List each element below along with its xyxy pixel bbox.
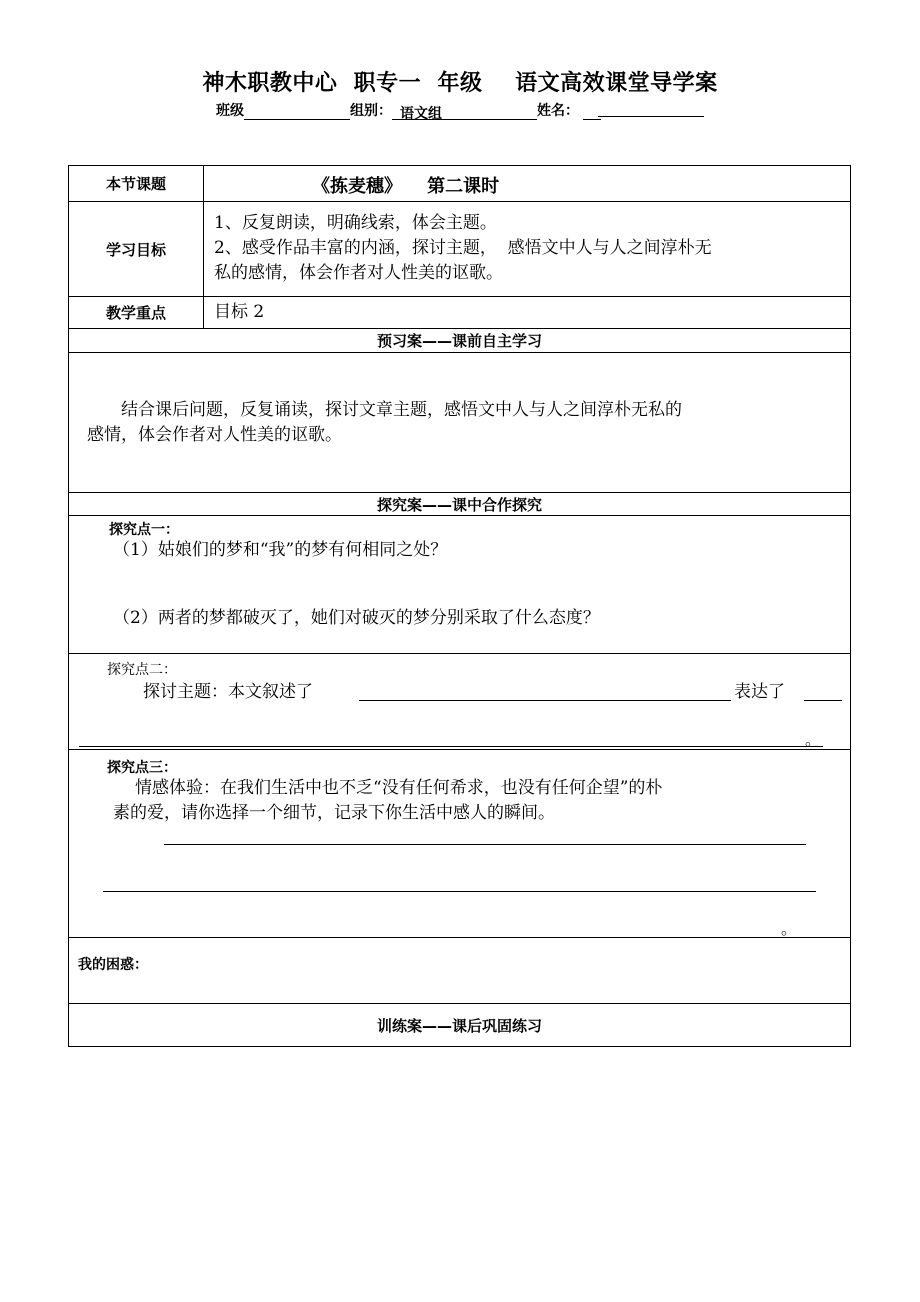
group-label: 组别： — [350, 103, 392, 119]
preview-heading: 预习案——课前自主学习 — [69, 329, 850, 353]
point3-answer-line-2[interactable] — [103, 891, 816, 892]
group-value: 语文组 — [400, 106, 442, 122]
point2-text-b: 表达了 — [734, 682, 785, 702]
goal-item-2: 2、感受作品丰富的内涵，探讨主题， 感悟文中人与人之间淳朴无 — [214, 238, 712, 258]
point3-title: 探究点三： — [107, 760, 177, 776]
goals-label: 学习目标 — [69, 202, 204, 296]
worksheet-table — [68, 165, 851, 1047]
group-field[interactable] — [392, 103, 537, 120]
point2-period: 。 — [805, 730, 822, 749]
point1-question-1: （1）姑娘们的梦和“我”的梦有何相同之处？ — [113, 540, 448, 560]
point2-answer-blank-1[interactable] — [359, 700, 731, 701]
explore-point-3 — [69, 750, 850, 938]
goal-item-2-cont: 私的感情，体会作者对人性美的讴歌。 — [214, 263, 503, 283]
point3-period: 。 — [781, 919, 798, 938]
point1-question-2: （2）两者的梦都破灭了，她们对破灭的梦分别采取了什么态度？ — [113, 608, 600, 628]
goals-row — [69, 202, 850, 297]
point2-answer-blank-2[interactable] — [804, 700, 842, 701]
point2-answer-blank-3[interactable] — [79, 746, 823, 747]
document-title: 神木职教中心 职专一 年级 语文高效课堂导学案 — [202, 71, 718, 96]
topic-row — [69, 166, 850, 202]
focus-label: 教学重点 — [69, 297, 204, 328]
student-info-line — [216, 100, 663, 120]
practice-heading: 训练案——课后巩固练习 — [376, 1016, 542, 1035]
name-label: 姓名： — [537, 103, 579, 119]
point2-text-a: 探讨主题：本文叙述了 — [143, 682, 313, 702]
class-label: 班级 — [216, 103, 244, 119]
preview-text-line-1: 结合课后问题，反复诵读，探讨文章主题，感悟文中人与人之间淳朴无私的 — [121, 400, 682, 420]
topic-label: 本节课题 — [69, 166, 204, 201]
name-blank-line — [598, 116, 704, 117]
explore-heading: 探究案——课中合作探究 — [69, 493, 850, 516]
topic-value: 《拣麦穗》 第二课时 — [312, 176, 500, 197]
goal-item-1: 1、反复朗读，明确线索，体会主题。 — [214, 213, 497, 233]
preview-content — [69, 353, 850, 493]
preview-text-line-2: 感情，体会作者对人性美的讴歌。 — [87, 425, 342, 445]
point3-answer-line-1[interactable] — [164, 844, 806, 845]
point3-line-2: 素的爱，请你选择一个细节，记录下你生活中感人的瞬间。 — [113, 803, 555, 823]
point1-title: 探究点一： — [109, 522, 179, 538]
name-blank[interactable] — [583, 103, 601, 120]
confusion-label: 我的困惑： — [78, 957, 148, 973]
focus-row — [69, 297, 850, 329]
point2-title: 探究点二： — [107, 662, 177, 678]
class-blank[interactable] — [244, 103, 350, 120]
confusion-row — [69, 938, 850, 1004]
focus-value: 目标 2 — [214, 302, 265, 322]
explore-point-2 — [69, 654, 850, 750]
point3-line-1: 情感体验：在我们生活中也不乏“没有任何希求，也没有任何企望”的朴 — [135, 778, 663, 798]
explore-point-1 — [69, 516, 850, 654]
